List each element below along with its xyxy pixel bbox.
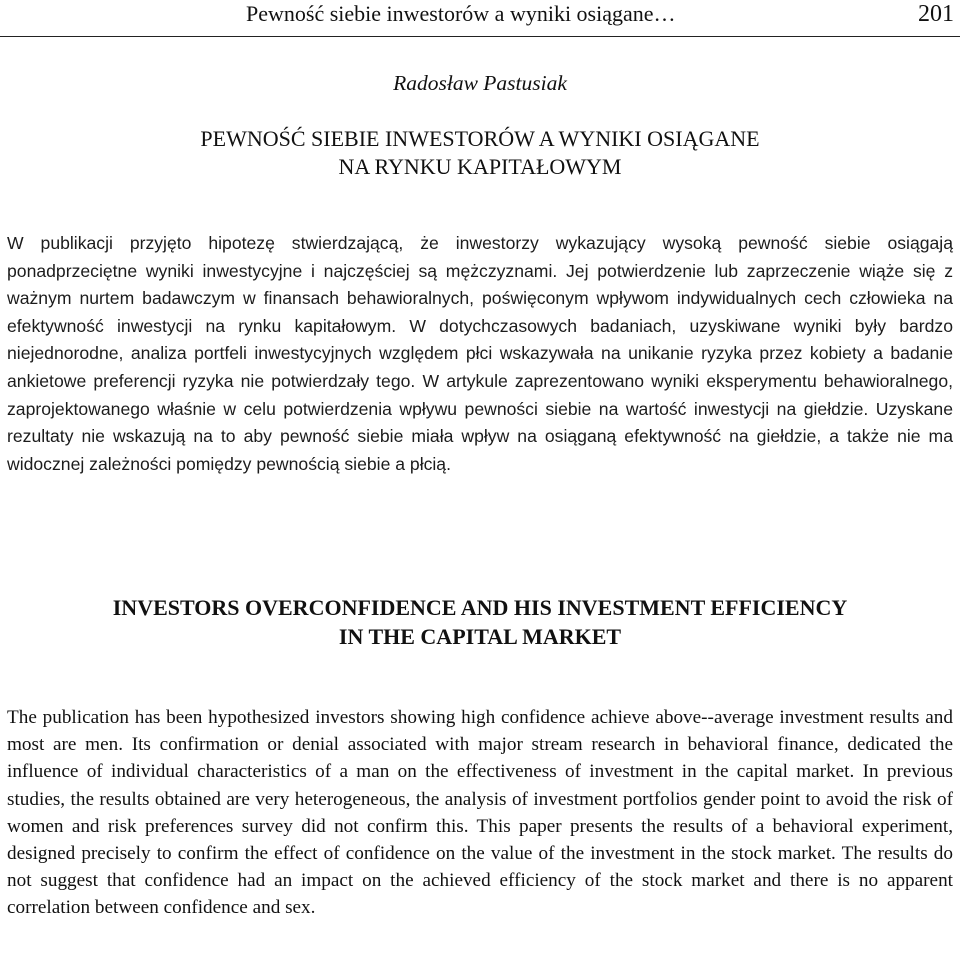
author-name: Radosław Pastusiak xyxy=(393,71,567,95)
running-title: Pewność siebie inwestorów a wyniki osiągane… xyxy=(246,1,676,26)
title-en-line-1: INVESTORS OVERCONFIDENCE AND HIS INVESTMENT EFFICIENCY xyxy=(112,595,848,620)
abstract-polish: W publikacji przyjęto hipotezę stwierdzającą, że inwestorzy wykazujący wysoką pewność siebie osiągają ponadprzeciętne wyniki inwestycyjne i najczęściej są mężczyznami. Jej potwierdzenie lub zaprzeczenie wiąże się z ważnym nurtem badawczym w finansach behawioralnych, poświęconym wpływom indywidualnych cech człowieka na efektywność inwestycji na rynku kapitałowym. W dotychczasowych badaniach, uzyskiwane wyniki były bardzo niejednorodne, analiza portfeli inwestycyjnych względem płci wskazywała na unikanie ryzyka przez kobiety a badanie ankietowe preferencji ryzyka nie potwierdzały tego. W artykule zaprezentowano wyniki eksperymentu behawioralnego, zaprojektowanego właśnie w celu potwierdzenia wpływu pewności siebie na wartość inwestycji na giełdzie. Uzyskane rezultaty nie wskazują na to aby pewność siebie miała wpływ na osiąganą efektywność na giełdzie, a także nie ma widocznej zależności pomiędzy pewnością siebie a płcią. xyxy=(7,233,953,474)
page-number: 201 xyxy=(918,1,954,27)
abstract-english: The publication has been hypothesized investors showing high confidence achieve above--average investment results and most are men. Its confirmation or denial associated with major stream research in behavioral finance, dedicated the influence of individual characteristics of a man on the effectiveness of investment in the capital market. In previous studies, the results obtained are very heterogeneous, the analysis of investment portfolios gender point to avoid the risk of women and risk preferences survey did not confirm this. This paper presents the results of a behavioral experiment, designed precisely to confirm the effect of confidence on the value of the investment in the stock market. The results do not suggest that confidence had an impact on the achieved efficiency of the stock market and there is no apparent correlation between confidence and sex. xyxy=(7,707,953,919)
article-title-polish xyxy=(0,125,960,181)
title-pl-line-2: NA RYNKU KAPITAŁOWYM xyxy=(338,154,622,179)
article-title-english xyxy=(0,593,960,651)
title-pl-line-1: PEWNOŚĆ SIEBIE INWESTORÓW A WYNIKI OSIĄGANE xyxy=(200,126,760,151)
running-header xyxy=(0,0,960,37)
title-en-line-2: IN THE CAPITAL MARKET xyxy=(338,624,622,649)
